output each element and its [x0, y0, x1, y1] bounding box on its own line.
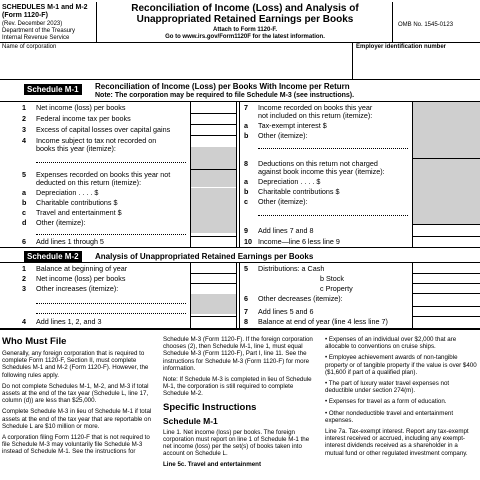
m1-line-5: 5 Expenses recorded on books this year not: [22, 170, 171, 179]
m1-line-8a: a Depreciation . . . . $: [244, 177, 321, 186]
m2-line-3-entry-2[interactable]: [36, 313, 186, 314]
schedule-m2-title: Analysis of Unappropriated Retained Earnings per Books: [95, 252, 314, 261]
corporation-name-label: Name of corporation: [2, 44, 57, 50]
m2-line-5c: c Property: [320, 284, 353, 293]
instructions-column-2: [163, 336, 313, 473]
department-line2: Internal Revenue Service: [2, 35, 70, 41]
instructions-column-1: [2, 336, 152, 460]
m1-line-5d-entry[interactable]: [36, 234, 186, 235]
department-line1: Department of the Treasury: [2, 28, 76, 34]
instructions-para: Complete Schedule M-3 in lieu of Schedule M-1 if total assets at the end of the tax year that are reportable on Schedule L are $10 million or more.: [2, 408, 152, 430]
schedule-m1-subheading: Schedule M-1: [163, 415, 218, 426]
form-id-line2: (Form 1120-F): [2, 12, 48, 19]
instructions-bullet: • Expenses of an individual over $2,000 that are allocable to conventions on cruise ships.: [325, 336, 457, 351]
m1-line-4: 4 Income subject to tax not recorded on: [22, 136, 157, 145]
m1-line-10: 10 Income—line 6 less line 9: [244, 237, 340, 246]
who-must-file-heading: Who Must File: [2, 336, 67, 347]
m1-line-7-cont: not included on this return (itemize):: [258, 111, 373, 120]
m1-line-4-cont: books this year (itemize):: [36, 144, 116, 153]
m1-line-5a: a Depreciation . . . . $: [22, 188, 99, 197]
m1-line-7: 7 Income recorded on books this year: [244, 103, 373, 112]
instructions-para: A corporation filing Form 1120-F that is not required to file Schedule M-3 may voluntarily file Schedule M-3 instead of Schedule M-1. See the instructions for: [2, 434, 150, 456]
m2-line-5b: b Stock: [320, 274, 344, 283]
goto-url[interactable]: Go to www.irs.gov/Form1120F for the latest information.: [165, 34, 325, 40]
instructions-column-3: [325, 336, 478, 461]
m2-line-5a: 5 Distributions: a Cash: [244, 264, 325, 273]
m1-line-8b: b Charitable contributions $: [244, 187, 340, 196]
instructions-bullet: • The part of luxury water travel expenses not deductible under section 274(m).: [325, 380, 450, 395]
m2-line-2: 2 Net income (loss) per books: [22, 274, 126, 283]
m1-line-7a: a Tax-exempt interest $: [244, 121, 327, 130]
instructions-para: Do not complete Schedules M-1, M-2, and M-3 if total assets at the end of the tax year (Schedule L, line 17, column (d)) are less than $25,000.: [2, 382, 149, 405]
form-title-line1: Reconciliation of Income (Loss) and Analysis of: [131, 3, 359, 14]
instructions-para: Generally, any foreign corporation that is required to complete Form 1120-F, Section II, must complete Schedules M-1 and M-2 (Form 1120-F). However, the following rules apply.: [2, 350, 149, 379]
m1-line-9: 9 Add lines 7 and 8: [244, 226, 314, 235]
m1-line-2: 2 Federal income tax per books: [22, 114, 131, 123]
m1-line-8: 8 Deductions on this return not charged: [244, 159, 378, 168]
corporation-name-field[interactable]: [2, 52, 350, 78]
m1-line-7b-entry[interactable]: [258, 148, 408, 149]
m1-line-5d: d Other (itemize):: [22, 218, 86, 227]
m1-line-6: 6 Add lines 1 through 5: [22, 237, 104, 246]
m2-line-1: 1 Balance at beginning of year: [22, 264, 128, 273]
m2-line-3-entry[interactable]: [36, 303, 186, 304]
instructions-para: Schedule M-3 (Form 1120-F). If the foreign corporation chooses (2), then Schedule M-1, line 1, must equal Schedule M-3 (Form 1120-F), Part I, line 11. See the instructions for Schedule M-3 (Form 1120-F) for more information.: [163, 336, 313, 372]
ein-label: Employer identification number: [356, 44, 447, 50]
m2-right-amounts[interactable]: [413, 263, 480, 327]
schedule-m1-note: Note: The corporation may be required to file Schedule M-3 (see instructions).: [95, 92, 355, 99]
m1-line-4-entry[interactable]: [36, 162, 186, 163]
m2-line-4: 4 Add lines 1, 2, and 3: [22, 317, 102, 326]
m2-line-7: 7 Add lines 5 and 6: [244, 307, 314, 316]
instructions-bullet: • Expenses for travel as a form of education.: [325, 398, 447, 406]
m2-line-6: 6 Other decreases (itemize):: [244, 294, 343, 303]
schedule-m2-badge: Schedule M-2: [24, 251, 82, 262]
m1-line-8c: c Other (itemize):: [244, 197, 308, 206]
schedule-m1-badge: Schedule M-1: [24, 84, 82, 95]
attach-instruction: Attach to Form 1120-F.: [212, 27, 277, 33]
m1-line-8c-entry[interactable]: [258, 215, 408, 216]
instructions-para: Line 5c. Travel and entertainment: [163, 461, 261, 469]
revision-date: (Rev. December 2023): [2, 21, 63, 27]
instructions-para: Line 1. Net income (loss) per books. The foreign corporation must report on line 1 of Schedule M-1 the net income (loss) per the set(s) of books taken into account on Schedule L.: [163, 428, 310, 458]
m1-line-1: 1 Net income (loss) per books: [22, 103, 126, 112]
m1-right-amounts[interactable]: [413, 225, 480, 247]
m1-line-5c: c Travel and entertainment $: [22, 208, 122, 217]
m1-line-7b: b Other (itemize):: [244, 131, 308, 140]
schedule-m1-title: Reconciliation of Income (Loss) per Books With Income per Return: [95, 82, 350, 91]
m1-line-5-cont: deducted on this return (itemize):: [36, 178, 142, 187]
instructions-bullet: • Other nondeductible travel and entertainment expenses.: [325, 409, 454, 424]
instructions-bullet: • Employee achievement awards of non-tangible property or of tangible property if the value is over $400 ($1,600 if part of a qualified plan).: [325, 354, 477, 376]
specific-instructions-heading: Specific Instructions: [163, 401, 257, 413]
instructions-para: Line 7a. Tax-exempt interest. Report any tax-exempt interest received or accrued, including any exempt-interest dividends received as a shareholder in a mutual fund or other regulated investment company.: [325, 428, 469, 457]
m2-line-8: 8 Balance at end of year (line 4 less line 7): [244, 317, 388, 326]
m1-line-5b: b Charitable contributions $: [22, 198, 118, 207]
form-id-line1: SCHEDULES M-1 and M-2: [2, 4, 88, 11]
form-title-line2: Unappropriated Retained Earnings per Books: [136, 14, 354, 25]
omb-number: OMB No. 1545-0123: [398, 22, 454, 28]
ein-field[interactable]: [356, 52, 478, 78]
m2-left-amounts[interactable]: [191, 263, 236, 293]
m2-line-3: 3 Other increases (itemize):: [22, 284, 119, 293]
m1-line-3: 3 Excess of capital losses over capital gains: [22, 125, 171, 134]
m1-line-8-cont: against book income this year (itemize):: [258, 167, 385, 176]
instructions-note: Note: If Schedule M-3 is completed in lieu of Schedule M-1, the corporation is still required to complete Schedule M-2.: [163, 376, 312, 398]
